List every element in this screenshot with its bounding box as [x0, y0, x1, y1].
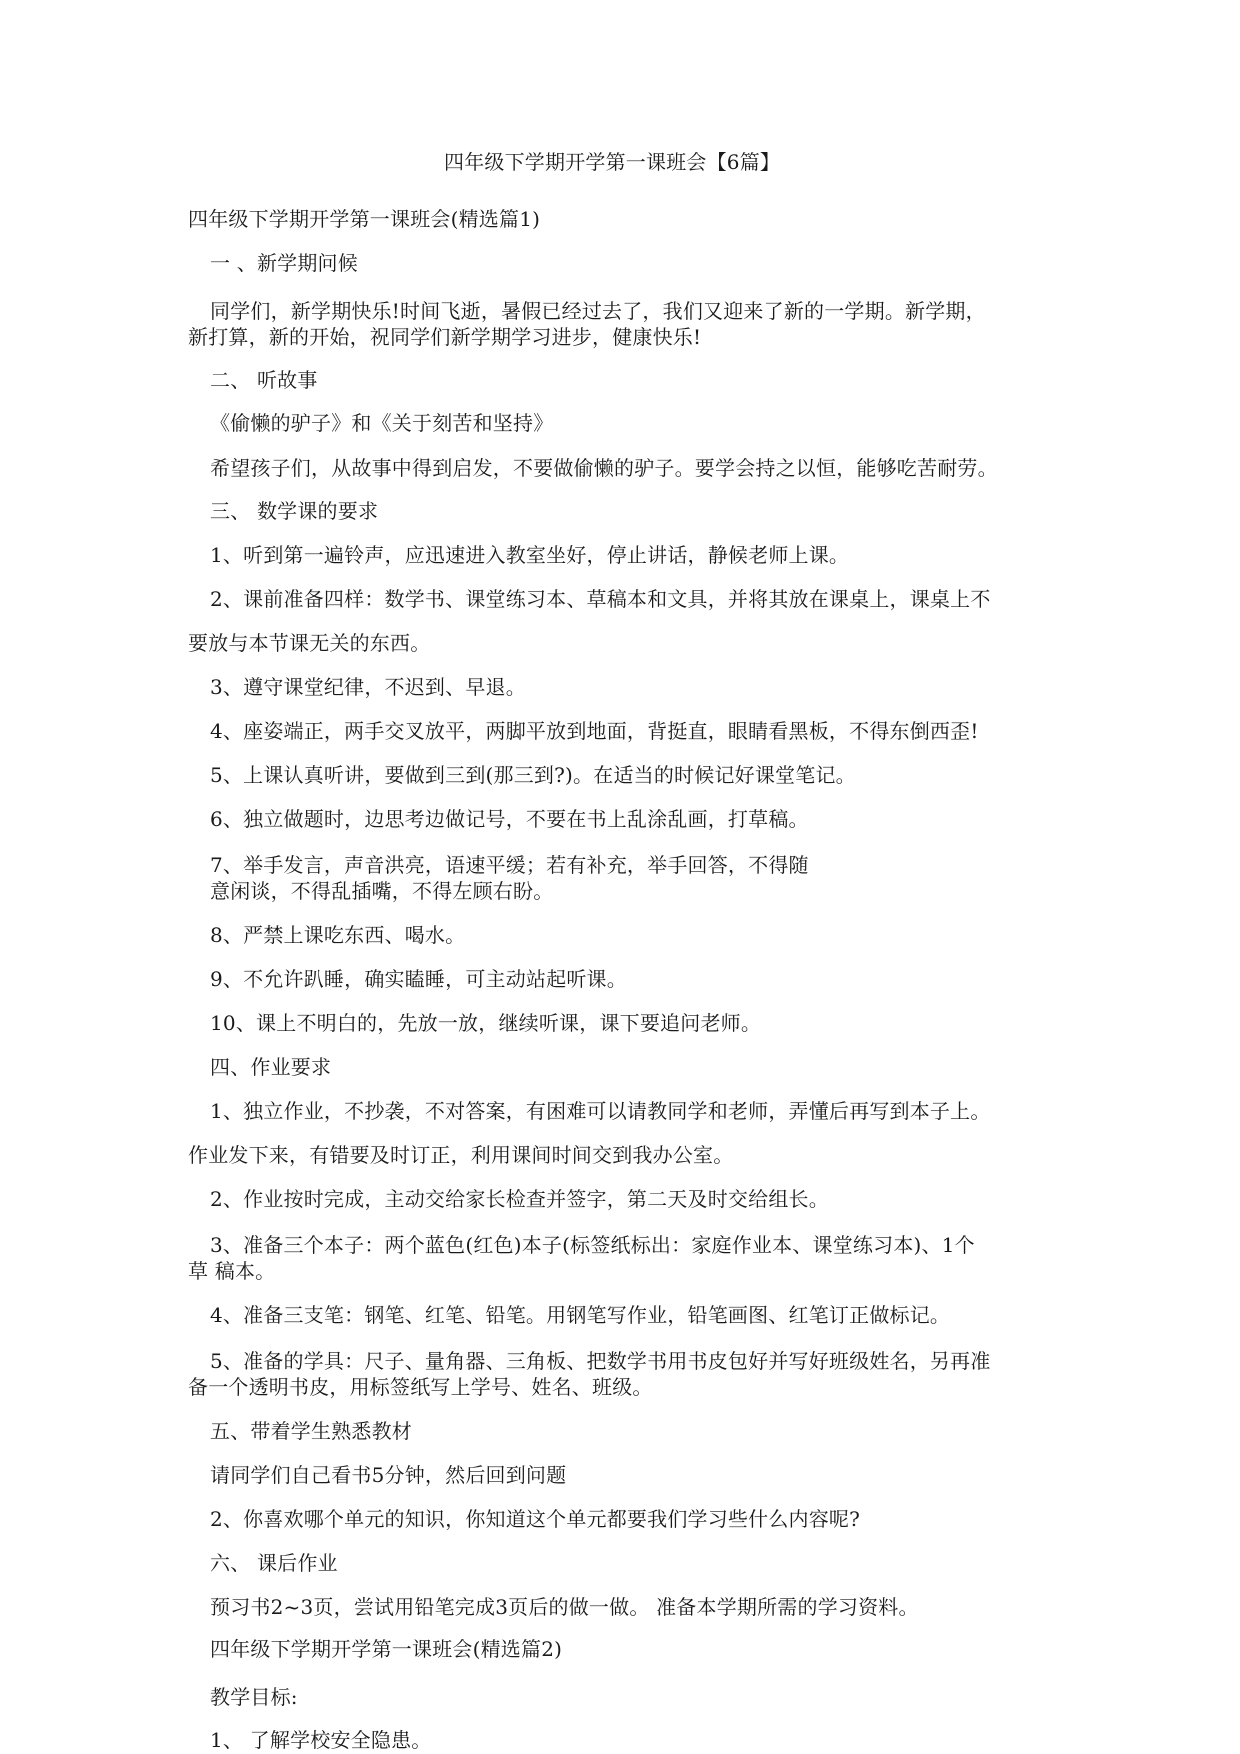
list-item-continued: 草 稿本。	[188, 1259, 276, 1283]
list-item: 9、不允许趴睡，确实瞌睡，可主动站起听课。	[210, 967, 627, 991]
list-item: 1、独立作业，不抄袭，不对答案，有困难可以请教同学和老师，弄懂后再写到本子上。	[210, 1099, 991, 1123]
list-item: 1、听到第一遍铃声，应迅速进入教室坐好，停止讲话，静候老师上课。	[210, 543, 850, 567]
list-item-continued: 备一个透明书皮，用标签纸写上学号、姓名、班级。	[188, 1375, 653, 1399]
list-item: 6、独立做题时，边思考边做记号，不要在书上乱涂乱画，打草稿。	[210, 807, 809, 831]
list-item: 2、你喜欢哪个单元的知识，你知道这个单元都要我们学习些什么内容呢?	[210, 1507, 861, 1531]
list-item: 4、准备三支笔：钢笔、红笔、铅笔。用钢笔写作业，铅笔画图、红笔订正做标记。	[210, 1303, 951, 1327]
list-item: 7、举手发言，声音洪亮，语速平缓；若有补充，举手回答，不得随	[210, 853, 809, 877]
section-heading-2: 四年级下学期开学第一课班会(精选篇2)	[210, 1637, 563, 1661]
heading-greeting: 一 、新学期问候	[210, 251, 358, 275]
list-item: 3、遵守课堂纪律，不迟到、早退。	[210, 675, 526, 699]
paragraph-line: 新打算，新的开始，祝同学们新学期学习进步，健康快乐!	[188, 325, 702, 349]
document-title: 四年级下学期开学第一课班会【6篇】	[444, 150, 781, 174]
list-item: 5、上课认真听讲，要做到三到(那三到?)。在适当的时候记好课堂笔记。	[210, 763, 856, 787]
paragraph-line: 希望孩子们，从故事中得到启发，不要做偷懒的驴子。要学会持之以恒，能够吃苦耐劳。	[210, 456, 998, 480]
paragraph-line: 请同学们自己看书5分钟，然后回到问题	[210, 1463, 567, 1487]
list-item: 10、课上不明白的，先放一放，继续听课，课下要追问老师。	[210, 1011, 762, 1035]
paragraph-line: 《偷懒的驴子》和《关于刻苦和坚持》	[210, 411, 554, 435]
list-item: 4、座姿端正，两手交叉放平，两脚平放到地面，背挺直，眼睛看黑板，不得东倒西歪!	[210, 719, 979, 743]
list-item: 8、严禁上课吃东西、喝水。	[210, 923, 466, 947]
heading-after-class: 六、 课后作业	[210, 1551, 338, 1575]
list-item-continued: 要放与本节课无关的东西。	[188, 631, 431, 655]
heading-story: 二、 听故事	[210, 368, 318, 392]
list-item: 1、 了解学校安全隐患。	[210, 1728, 432, 1752]
paragraph-line: 同学们，新学期快乐!时间飞逝，暑假已经过去了，我们又迎来了新的一学期。新学期，	[210, 299, 986, 323]
list-item: 5、准备的学具：尺子、量角器、三角板、把数学书用书皮包好并写好班级姓名，另再准	[210, 1349, 991, 1373]
section-heading-1: 四年级下学期开学第一课班会(精选篇1)	[188, 207, 541, 231]
paragraph-line: 预习书2~3页，尝试用铅笔完成3页后的做一做。 准备本学期所需的学习资料。	[210, 1595, 919, 1619]
list-item: 3、准备三个本子：两个蓝色(红色)本子(标签纸标出：家庭作业本、课堂练习本)、1个	[210, 1233, 975, 1257]
heading-teaching-goals: 教学目标:	[210, 1685, 298, 1709]
list-item-continued: 意闲谈，不得乱插嘴，不得左顾右盼。	[210, 879, 554, 903]
list-item-continued: 作业发下来，有错要及时订正，利用课间时间交到我办公室。	[188, 1143, 734, 1167]
heading-textbook: 五、带着学生熟悉教材	[210, 1419, 412, 1443]
heading-math-rules: 三、 数学课的要求	[210, 499, 379, 523]
list-item: 2、作业按时完成，主动交给家长检查并签字，第二天及时交给组长。	[210, 1187, 829, 1211]
heading-homework: 四、作业要求	[210, 1055, 332, 1079]
list-item: 2、课前准备四样：数学书、课堂练习本、草稿本和文具，并将其放在课桌上，课桌上不	[210, 587, 991, 611]
